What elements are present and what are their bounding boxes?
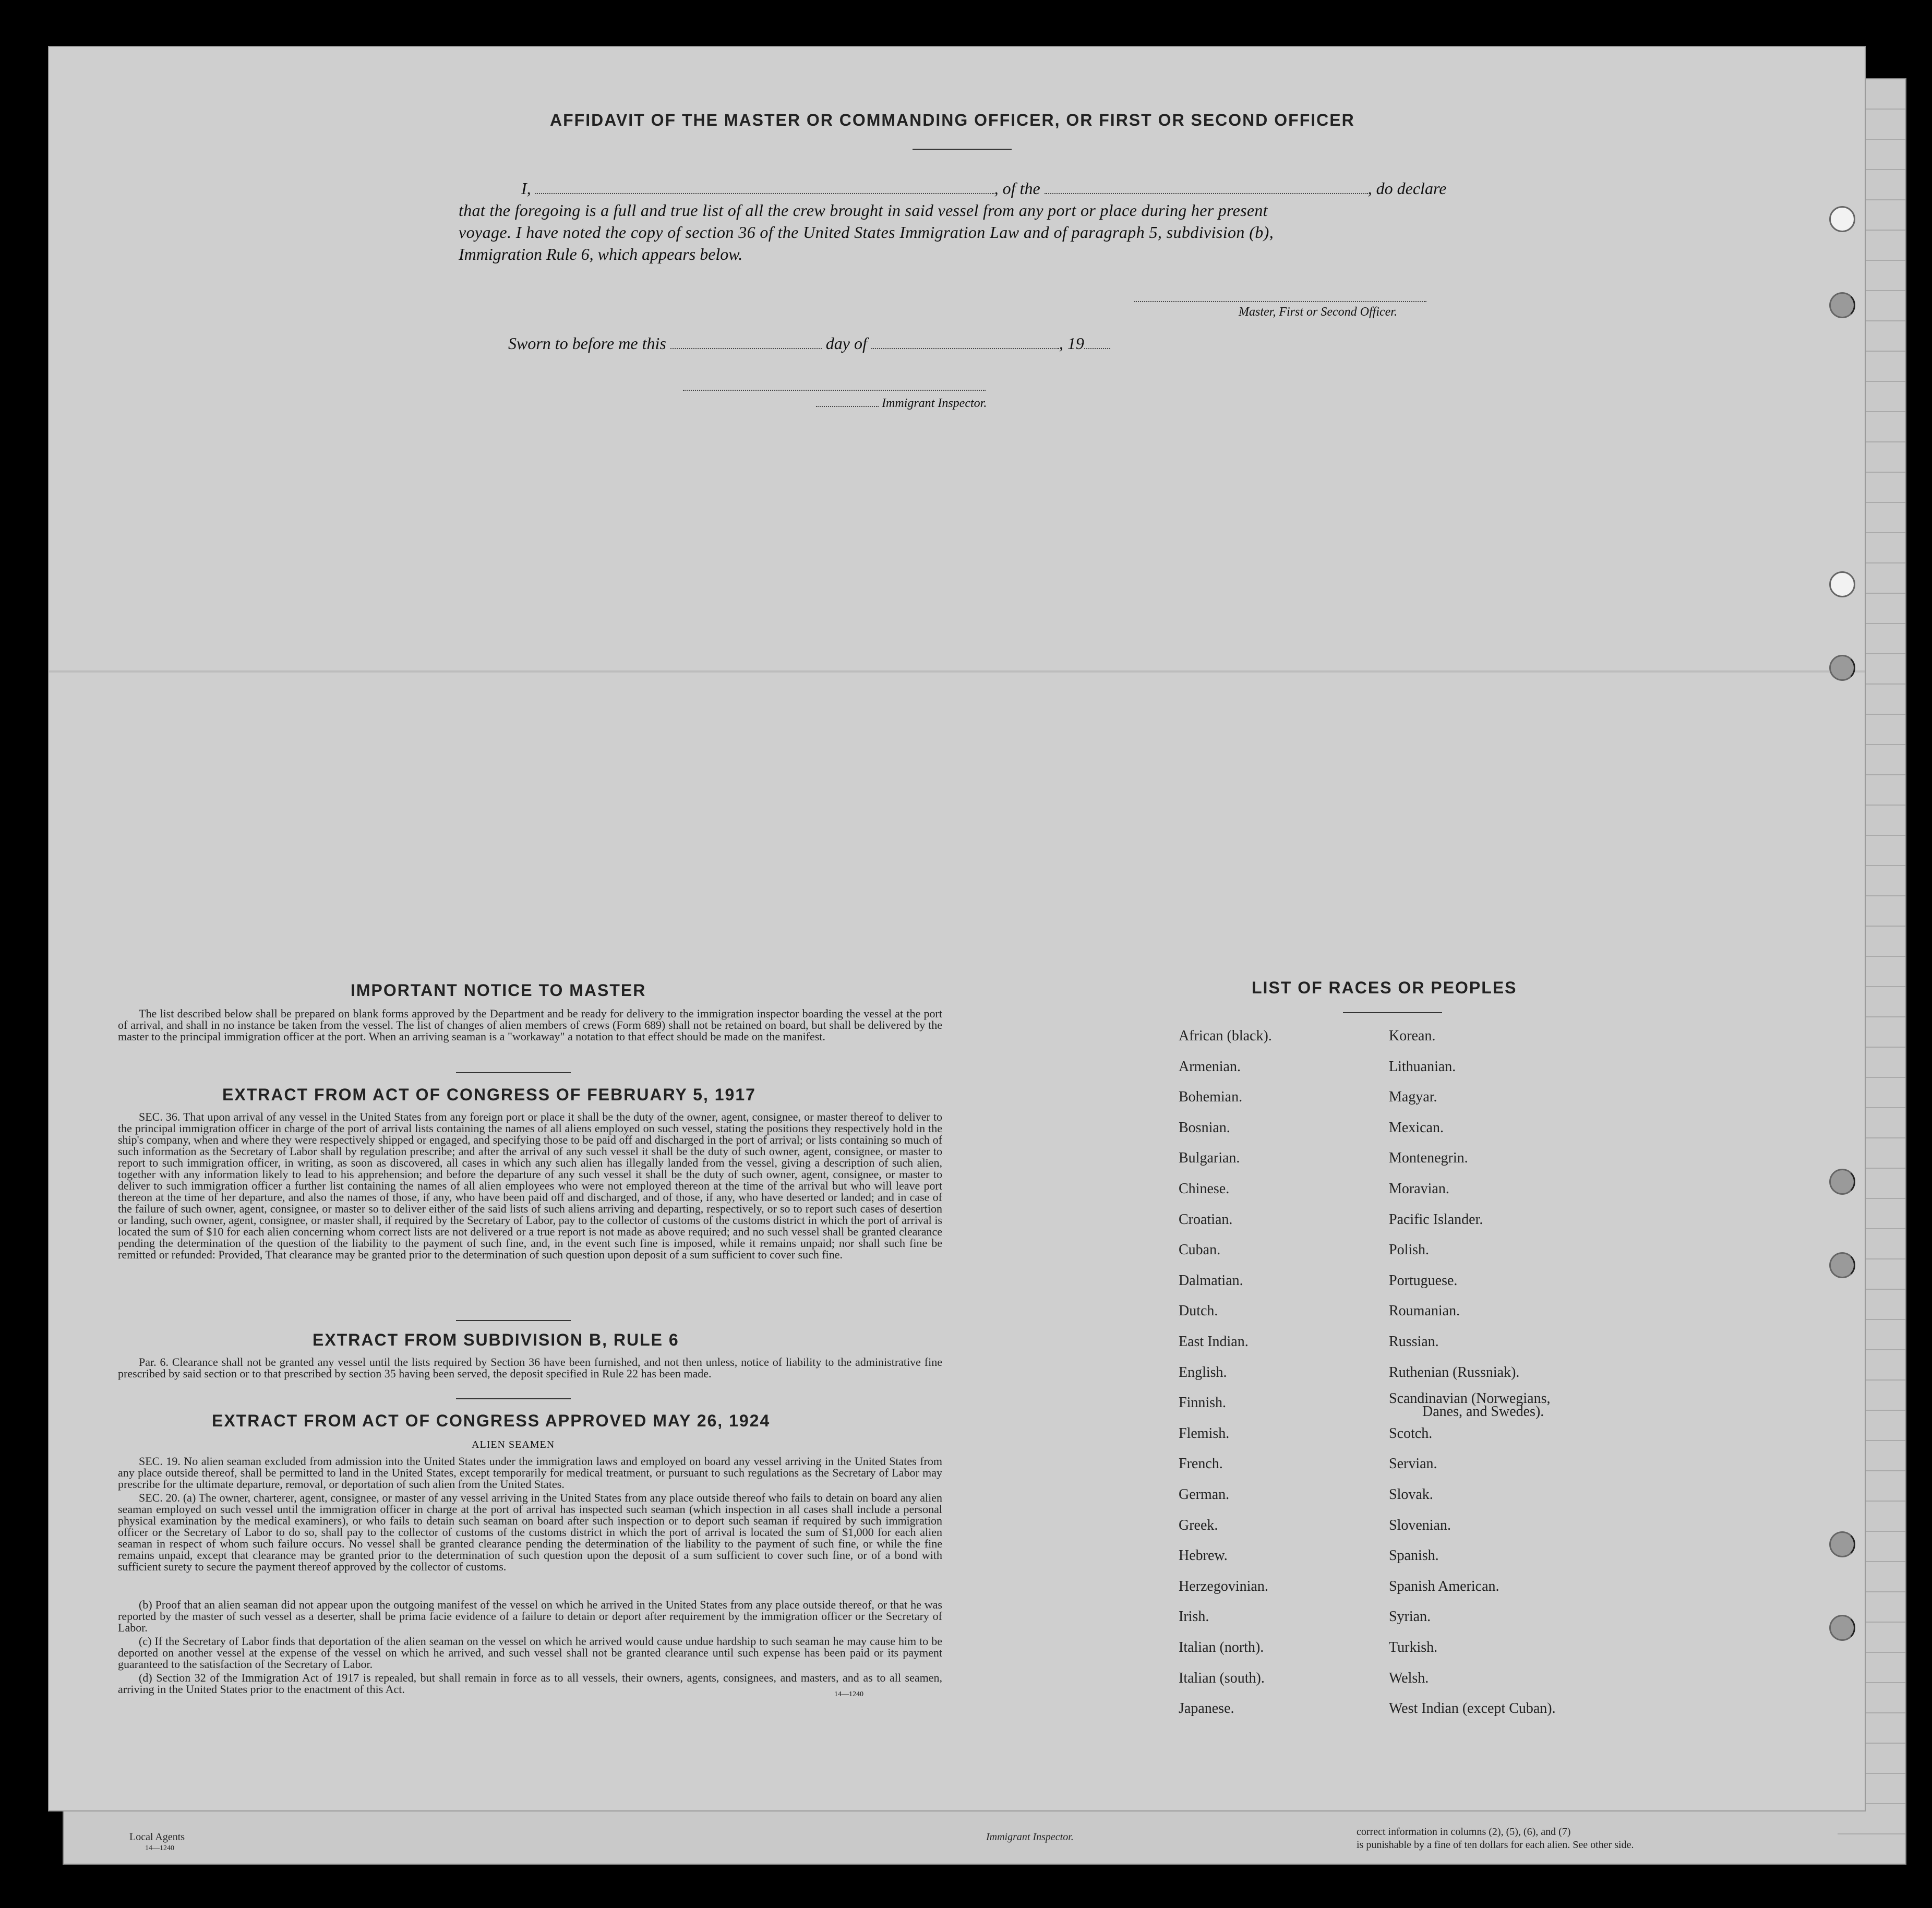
affidavit-line-3: voyage. I have noted the copy of section 36 of the United States Immigration Law and of paragraph 5, subdivision (b), [459,223,1274,242]
race-item: Korean. [1389,1028,1436,1044]
notice-text: The list described below shall be prepared on blank forms approved by the Department and be ready for delivery to the immigration inspector boarding the vessel at the port of arrival, and shall in no instance be taken from the vessel. The list of changes of alien members of crews (Form 689) shall not be retained on board, but shall be delivered by the master to the principal immigration officer at the port. When an arriving seaman is a "workaway" a notation to that effect should be made on the manifest. [118,1007,942,1043]
race-item: Spanish. [1389,1547,1439,1564]
race-item: Italian (south). [1179,1670,1265,1686]
rule6-text: Par. 6. Clearance shall not be granted any vessel until the lists required by Section 36 have been furnished, and not then unless, notice of liability to the administrative fine prescribed by said section or to that prescribed by section 35 having been served, the deposit specified in Rule 22 has been made. [118,1355,942,1380]
race-item: Scotch. [1389,1425,1433,1442]
race-item: Italian (north). [1179,1639,1264,1655]
notice-title: IMPORTANT NOTICE TO MASTER [351,981,646,1000]
sworn-line [508,334,1110,353]
race-item: Turkish. [1389,1639,1438,1655]
rule6-title: EXTRACT FROM SUBDIVISION B, RULE 6 [313,1330,679,1349]
year-prefix: , 19 [1059,334,1084,353]
race-item: Cuban. [1179,1242,1221,1258]
extract-1917-title: EXTRACT FROM ACT OF CONGRESS OF FEBRUARY 5, 1917 [222,1085,756,1104]
race-item: Bohemian. [1179,1089,1243,1106]
race-item: Magyar. [1389,1089,1437,1106]
sec19-text: SEC. 19. No alien seaman excluded from admission into the United States under the immigration laws and employed on board any vessel arriving in the United States from any place outside thereof, shall be permitted to land in the United States, except temporarily for medical treatment, or pursuant to such regulations as the Secretary of Labor may prescribe for the ultimate departure, removal, or deportation of such alien from the United States. [118,1455,942,1491]
race-item: Bosnian. [1179,1119,1230,1136]
race-item: German. [1179,1486,1230,1503]
form-sheet [48,46,1866,1811]
race-item: Slovenian. [1389,1517,1451,1533]
race-item: Flemish. [1179,1425,1230,1442]
binder-hole [1829,292,1855,318]
race-item: Hebrew. [1179,1547,1228,1564]
sworn-month-field[interactable] [871,348,1059,349]
sec20d-text: (d) Section 32 of the Immigration Act of 1917 is repealed, but shall remain in force as to all vessels, their owners, agents, consignees, and masters, and as to all seamen, arriving in the United States prior to the enactment of this Act. [118,1671,942,1696]
race-item: English. [1179,1364,1227,1381]
race-item: Welsh. [1389,1670,1429,1686]
race-item: Japanese. [1179,1700,1234,1717]
alien-seamen-subtitle: ALIEN SEAMEN [472,1439,555,1450]
affidavit-i: I, [521,179,531,198]
affidavit-line-2: that the foregoing is a full and true list of all the crew brought in said vessel from any port or place during her present [459,201,1268,220]
race-item: Finnish. [1179,1395,1227,1411]
race-item: Moravian. [1389,1181,1449,1197]
race-item: French. [1179,1456,1223,1472]
race-item: Servian. [1389,1456,1437,1472]
race-item: Slovak. [1389,1486,1433,1503]
inspector-caption [816,397,987,411]
footer-inspector: Immigrant Inspector. [986,1831,1074,1843]
race-item-continuation: Danes, and Swedes). [1422,1403,1544,1420]
sworn-day-field[interactable] [670,348,822,349]
footer-form-number: 14—1240 [145,1844,174,1852]
signature-caption: Master, First or Second Officer. [1239,305,1397,319]
divider [456,1320,571,1321]
races-title: LIST OF RACES OR PEOPLES [1252,978,1517,997]
binder-hole [1829,571,1855,597]
sec20c-text: (c) If the Secretary of Labor finds that deportation of the alien seaman on the vessel on which he arrived would cause undue hardship to such seaman he may cause him to be deported on another vessel at the expense of the vessel on which he arrived, and such vessel shall not be granted clearance until such expense has been paid or its payment guaranteed to the satisfaction of the Secretary of Labor. [118,1635,942,1671]
race-item: Dalmatian. [1179,1272,1243,1289]
divider [913,149,1012,150]
race-item: Croatian. [1179,1211,1233,1228]
race-item: Syrian. [1389,1609,1431,1625]
divider [456,1072,571,1073]
day-of-text: day of [825,334,867,353]
race-item: Lithuanian. [1389,1058,1456,1075]
binder-hole [1829,655,1855,681]
race-item: Irish. [1179,1609,1209,1625]
race-item: Herzegovinian. [1179,1578,1268,1594]
divider [456,1398,571,1399]
race-item: Pacific Islander. [1389,1211,1483,1228]
vessel-field[interactable] [1045,193,1368,194]
sec20b-text: (b) Proof that an alien seaman did not appear upon the outgoing manifest of the vessel on which he arrived in the United States from any place outside thereof, or that he was reported by the master of such vessel as a deserter, shall be prima facie evidence of a failure to detain or deport after requirement by the immigration officer or the Secretary of Labor. [118,1598,942,1634]
inspector-signature-line[interactable] [683,390,986,391]
extract-1917-text: SEC. 36. That upon arrival of any vessel in the United States from any foreign port or place it shall be the duty of the owner, agent, consignee, or master thereof to deliver to the principal immigration officer in charge of the port of arrival lists containing the names of all aliens employed on such vessel, stating the positions they respectively hold in the ship's company, when and where they were respectively shipped or engaged, and specifying those to be paid off and discharged in the port of arrival; or lists containing so much of such information as the Secretary of Labor shall by regulation prescribe; and after the arrival of any such vessel it shall be the duty of such owner, agent, consignee, or master to report to such immigration officer, in writing, as soon as discovered, all cases in which any such alien has illegally landed from the vessel, giving a description of such alien, together with any information likely to lead to his apprehension; and before the departure of any such vessel it shall be the duty of such owner, agent, consignee, or master to deliver to such immigration officer a further list containing the names of all alien employees who were not employed thereon at the time of the arrival but who will leave port thereon at the time of her departure, and also the names of those, if any, who have been paid off and discharged, and of those, if any, who have deserted or landed; and in case of the failure of such owner, agent, consignee, or master so to deliver either of the said lists of such aliens arriving and departing, respectively, or so to report such cases of desertion or landing, such owner, agent, consignee, or master shall, if required by the Secretary of Labor, pay to the collector of customs of the customs district in which the port of arrival is located the sum of $10 for each alien concerning whom correct lists are not delivered or a true report is not made as above required; and no such vessel shall be granted clearance pending the determination of the question of the liability to the payment of such fine, and, in the event such fine is imposed, while it remains unpaid; nor shall such fine be remitted or refunded: Provided, That clearance may be granted prior to the determination of such question upon deposit of a sum sufficient to cover such fine. [118,1110,942,1261]
affidavit-line-4: Immigration Rule 6, which appears below. [459,245,743,263]
race-item: Greek. [1179,1517,1218,1533]
race-item: Roumanian. [1389,1303,1460,1319]
binder-hole [1829,1169,1855,1195]
footer-right-line-1: correct information in columns (2), (5), (6), and (7) [1357,1826,1571,1838]
race-item: Mexican. [1389,1119,1444,1136]
footer-right-line-2: is punishable by a fine of ten dollars for each alien. See other side. [1357,1839,1634,1851]
name-field[interactable] [535,193,994,194]
sec20a-text: SEC. 20. (a) The owner, charterer, agent, consignee, or master of any vessel arriving in the United States from any place outside thereof who fails to detain on board any alien seaman employed on such vessel until the immigration officer in charge at the port of arrival has inspected such seaman (which inspection in all cases shall include a personal physical examination by the medical examiners), or who fails to detain such seaman on board after such inspection or to deport such seaman if required by such immigration officer or the Secretary of Labor to do so, shall pay to the collector of customs of the customs district in which the port of arrival is located the sum of $1,000 for each alien seaman in respect of whom such failure occurs. No vessel shall be granted clearance pending the determination of the liability to the payment of such fine, or while the fine remains unpaid, except that clearance may be granted prior to the determination of such question upon the deposit of a sum sufficient to cover such fine, or of a bond with sufficient surety to secure the payment thereof approved by the collector of customs. [118,1491,942,1573]
binder-hole [1829,1615,1855,1641]
binder-hole [1829,1252,1855,1278]
year-field[interactable] [1084,348,1110,349]
extract-1924-title: EXTRACT FROM ACT OF CONGRESS APPROVED MAY 26, 1924 [212,1411,771,1430]
divider [1343,1012,1442,1013]
race-item: Russian. [1389,1334,1439,1350]
page-fold [49,670,1865,673]
race-item: Ruthenian (Russniak). [1389,1364,1520,1381]
sworn-text: Sworn to before me this [508,334,666,353]
race-item: West Indian (except Cuban). [1389,1700,1556,1717]
affidavit-title: AFFIDAVIT OF THE MASTER OR COMMANDING OFFICER, OR FIRST OR SECOND OFFICER [550,111,1355,129]
signature-line[interactable] [1134,301,1426,302]
race-item: Spanish American. [1389,1578,1499,1594]
race-item: Bulgarian. [1179,1150,1240,1167]
race-item: Dutch. [1179,1303,1218,1319]
race-item: African (black). [1179,1028,1272,1044]
binder-holes [1823,47,1865,1810]
race-item: Armenian. [1179,1058,1241,1075]
binder-hole [1829,1531,1855,1557]
affidavit-line-1 [521,179,1446,198]
race-item: East Indian. [1179,1334,1249,1350]
affidavit-do-declare: , do declare [1367,179,1447,198]
affidavit-of-the: , of the [994,179,1040,198]
race-item: Montenegrin. [1389,1150,1468,1167]
form-number: 14—1240 [834,1690,863,1698]
race-item: Polish. [1389,1242,1430,1258]
footer-local-agents: Local Agents [129,1831,185,1843]
binder-hole [1829,206,1855,232]
race-item: Portuguese. [1389,1272,1458,1289]
race-item: Scandinavian (Norwegians, [1389,1390,1551,1407]
dotted-lead [816,406,879,407]
inspector-caption-text: Immigrant Inspector. [882,397,987,410]
race-item: Chinese. [1179,1181,1230,1197]
